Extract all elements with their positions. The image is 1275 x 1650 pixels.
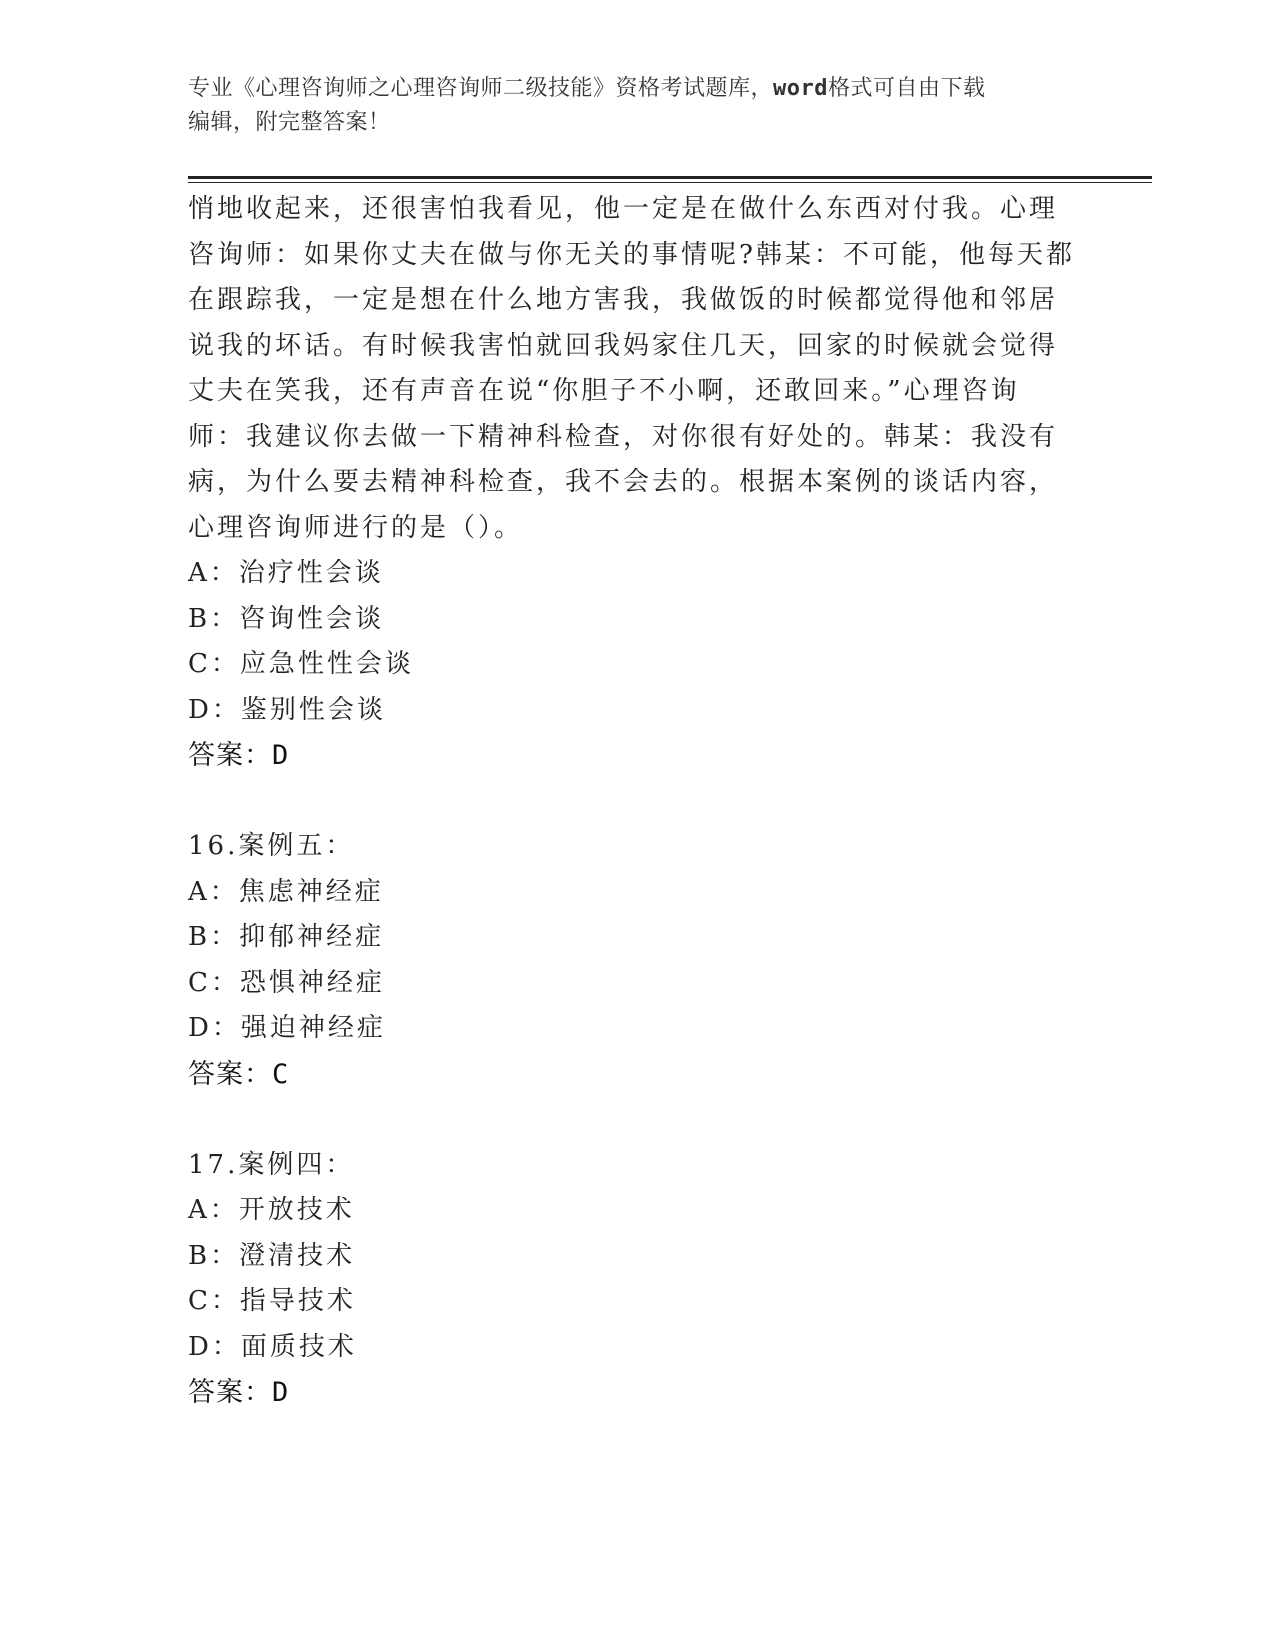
document-header <box>188 72 1088 140</box>
answer-label: 答案： <box>188 1377 272 1408</box>
answer-value: C <box>272 1058 290 1090</box>
question-16 <box>188 824 1088 1097</box>
question-text-line: 师：我建议你去做一下精神科检查，对你很有好处的。韩某：我没有 <box>188 421 1059 452</box>
option-c: C：指导技术 <box>188 1286 356 1316</box>
option-b: B：抑郁神经症 <box>188 922 385 952</box>
header-word: word <box>773 76 828 101</box>
question-text-line: 咨询师：如果你丈夫在做与你无关的事情呢?韩某：不可能，他每天都 <box>188 239 1075 270</box>
option-d: D：鉴别性会谈 <box>188 694 386 725</box>
option-b: B：咨询性会谈 <box>188 603 385 634</box>
option-a: A：焦虑神经症 <box>188 876 384 907</box>
answer-value: D <box>272 740 290 771</box>
answer-label: 答案： <box>188 1058 272 1090</box>
option-d: D：面质技术 <box>188 1331 357 1362</box>
header-divider-thick <box>188 176 1152 179</box>
answer-line <box>188 1052 1088 1098</box>
document-body <box>188 187 1088 1416</box>
question-15 <box>188 187 1088 779</box>
answer-line <box>188 733 1088 779</box>
question-text-line: 病，为什么要去精神科检查，我不会去的。根据本案例的谈话内容， <box>188 467 1059 497</box>
question-text-line: 在跟踪我，一定是想在什么地方害我，我做饭的时候都觉得他和邻居 <box>188 285 1059 315</box>
question-text-line: 丈夫在笑我，还有声音在说“你胆子不小啊，还敢回来。”心理咨询 <box>188 376 1020 406</box>
answer-line <box>188 1370 1088 1416</box>
spacer <box>188 1097 1088 1143</box>
option-b: B：澄清技术 <box>188 1240 356 1271</box>
header-text-before: 专业《心理咨询师之心理咨询师二级技能》资格考试题库， <box>188 76 774 101</box>
option-a: A：开放技术 <box>188 1195 355 1225</box>
answer-label: 答案： <box>188 740 272 771</box>
question-title: 17.案例四： <box>188 1149 355 1180</box>
option-c: C：恐惧神经症 <box>188 967 385 998</box>
header-line-2: 编辑，附完整答案！ <box>188 110 391 135</box>
header-divider-thin <box>188 182 1152 183</box>
option-d: D：强迫神经症 <box>188 1013 386 1043</box>
spacer <box>188 779 1088 825</box>
question-text-line: 说我的坏话。有时候我害怕就回我妈家住几天，回家的时候就会觉得 <box>188 330 1059 361</box>
question-title: 16.案例五： <box>188 831 355 861</box>
question-17 <box>188 1143 1088 1416</box>
header-text-after: 格式可自由下载 <box>828 76 986 101</box>
question-text-line: 心理咨询师进行的是（）。 <box>188 512 524 543</box>
answer-value: D <box>272 1377 290 1408</box>
option-c: C：应急性性会谈 <box>188 649 414 679</box>
header-line-1 <box>188 72 1088 106</box>
option-a: A：治疗性会谈 <box>188 558 384 588</box>
question-text-line: 悄地收起来，还很害怕我看见，他一定是在做什么东西对付我。心理 <box>188 194 1059 224</box>
